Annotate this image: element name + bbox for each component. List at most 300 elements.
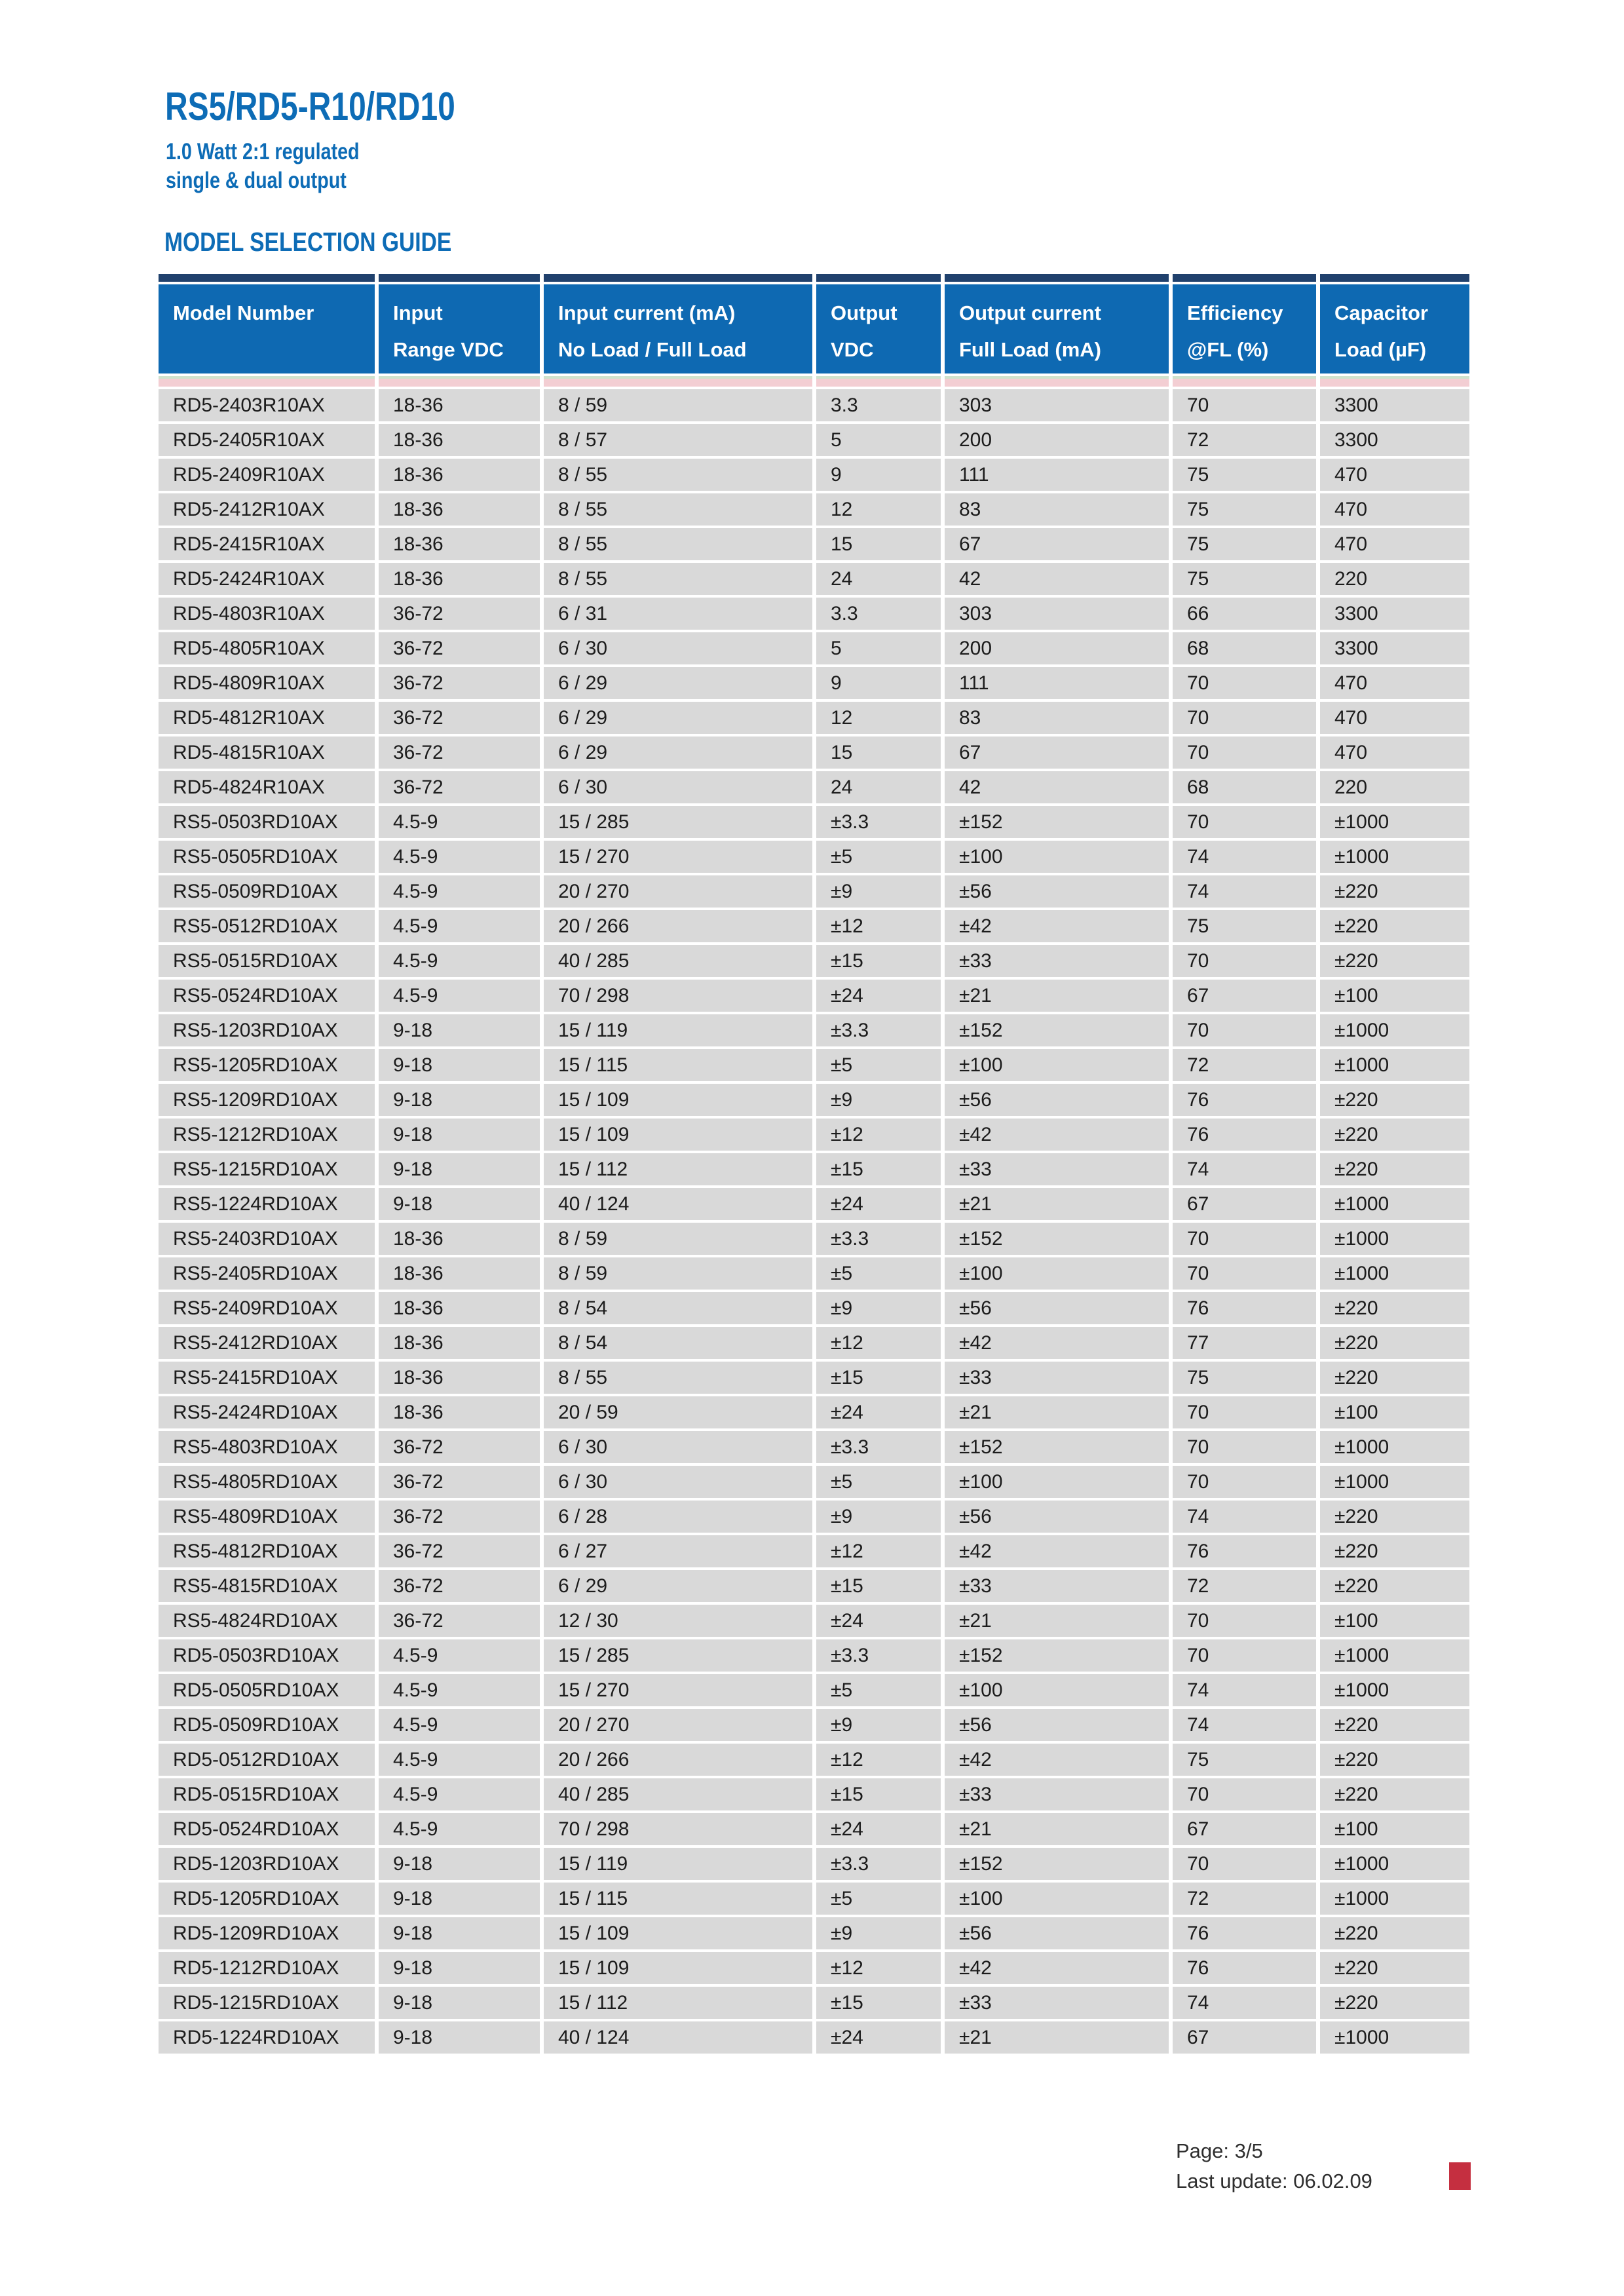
table-cell-r32-c2: 6 / 28 [544, 1501, 812, 1533]
table-cell-r25-c5: 70 [1173, 1257, 1316, 1290]
section-heading: MODEL SELECTION GUIDE [164, 227, 452, 257]
page-title: RS5/RD5-R10/RD10 [165, 85, 455, 128]
table-cell-r40-c0: RD5-0515RD10AX [159, 1778, 375, 1810]
table-cell-r14-c1: 4.5-9 [379, 875, 540, 908]
column-header-line1: Input [393, 301, 443, 324]
table-cell-r35-c4: ±21 [945, 1605, 1169, 1637]
table-cell-r40-c6: ±220 [1320, 1778, 1469, 1810]
header-underline-strip-1 [379, 376, 540, 387]
table-cell-r45-c0: RD5-1212RD10AX [159, 1952, 375, 1984]
table-cell-r45-c5: 76 [1173, 1952, 1316, 1984]
table-cell-r10-c6: 470 [1320, 737, 1469, 769]
table-cell-r21-c3: ±12 [816, 1119, 941, 1151]
table-cell-r15-c0: RS5-0512RD10AX [159, 910, 375, 942]
table-cell-r5-c5: 75 [1173, 563, 1316, 595]
table-cell-r29-c1: 18-36 [379, 1396, 540, 1428]
table-cell-r19-c5: 72 [1173, 1049, 1316, 1081]
table-cell-r20-c1: 9-18 [379, 1084, 540, 1116]
header-underline-strip-4 [945, 376, 1169, 387]
column-header-4 [945, 284, 1169, 373]
table-cell-r16-c2: 40 / 285 [544, 945, 812, 977]
header-underline-strip-5 [1173, 376, 1316, 387]
subtitle-line-1: 1.0 Watt 2:1 regulated [166, 139, 360, 164]
table-cell-r4-c5: 75 [1173, 528, 1316, 560]
table-cell-r25-c1: 18-36 [379, 1257, 540, 1290]
table-cell-r21-c0: RS5-1212RD10AX [159, 1119, 375, 1151]
table-cell-r39-c6: ±220 [1320, 1744, 1469, 1776]
table-cell-r24-c2: 8 / 59 [544, 1223, 812, 1255]
table-cell-r28-c2: 8 / 55 [544, 1362, 812, 1394]
table-top-bar-segment-6 [1320, 274, 1469, 282]
table-cell-r6-c6: 3300 [1320, 598, 1469, 630]
table-cell-r12-c4: ±152 [945, 806, 1169, 838]
table-cell-r36-c1: 4.5-9 [379, 1639, 540, 1672]
table-cell-r1-c3: 5 [816, 424, 941, 456]
column-header-2 [544, 284, 812, 373]
table-cell-r26-c4: ±56 [945, 1292, 1169, 1324]
table-cell-r26-c2: 8 / 54 [544, 1292, 812, 1324]
table-cell-r47-c1: 9-18 [379, 2021, 540, 2054]
table-cell-r2-c4: 111 [945, 459, 1169, 491]
table-cell-r23-c3: ±24 [816, 1188, 941, 1220]
table-cell-r38-c3: ±9 [816, 1709, 941, 1741]
table-cell-r7-c6: 3300 [1320, 632, 1469, 664]
column-header-line2: @FL (%) [1187, 338, 1269, 361]
table-cell-r8-c5: 70 [1173, 667, 1316, 699]
table-cell-r24-c6: ±1000 [1320, 1223, 1469, 1255]
table-cell-r36-c3: ±3.3 [816, 1639, 941, 1672]
table-cell-r7-c2: 6 / 30 [544, 632, 812, 664]
table-cell-r9-c4: 83 [945, 702, 1169, 734]
table-top-bar-segment-1 [379, 274, 540, 282]
table-cell-r43-c2: 15 / 115 [544, 1883, 812, 1915]
table-cell-r34-c4: ±33 [945, 1570, 1169, 1602]
table-cell-r6-c2: 6 / 31 [544, 598, 812, 630]
table-cell-r9-c2: 6 / 29 [544, 702, 812, 734]
table-cell-r6-c5: 66 [1173, 598, 1316, 630]
table-cell-r22-c5: 74 [1173, 1153, 1316, 1185]
table-cell-r45-c4: ±42 [945, 1952, 1169, 1984]
table-cell-r19-c6: ±1000 [1320, 1049, 1469, 1081]
table-cell-r11-c4: 42 [945, 771, 1169, 803]
table-cell-r27-c0: RS5-2412RD10AX [159, 1327, 375, 1359]
table-cell-r14-c4: ±56 [945, 875, 1169, 908]
table-cell-r46-c1: 9-18 [379, 1987, 540, 2019]
table-cell-r5-c2: 8 / 55 [544, 563, 812, 595]
table-cell-r24-c5: 70 [1173, 1223, 1316, 1255]
table-cell-r23-c6: ±1000 [1320, 1188, 1469, 1220]
table-cell-r32-c3: ±9 [816, 1501, 941, 1533]
table-cell-r18-c1: 9-18 [379, 1014, 540, 1046]
table-cell-r38-c1: 4.5-9 [379, 1709, 540, 1741]
table-cell-r11-c2: 6 / 30 [544, 771, 812, 803]
table-cell-r25-c4: ±100 [945, 1257, 1169, 1290]
table-cell-r17-c1: 4.5-9 [379, 980, 540, 1012]
table-cell-r3-c0: RD5-2412R10AX [159, 493, 375, 526]
table-cell-r26-c0: RS5-2409RD10AX [159, 1292, 375, 1324]
table-cell-r37-c4: ±100 [945, 1674, 1169, 1706]
table-cell-r16-c0: RS5-0515RD10AX [159, 945, 375, 977]
table-cell-r34-c3: ±15 [816, 1570, 941, 1602]
column-header-line1: Capacitor [1334, 301, 1428, 324]
table-cell-r31-c2: 6 / 30 [544, 1466, 812, 1498]
table-cell-r29-c2: 20 / 59 [544, 1396, 812, 1428]
table-cell-r45-c1: 9-18 [379, 1952, 540, 1984]
table-cell-r11-c6: 220 [1320, 771, 1469, 803]
table-cell-r41-c6: ±100 [1320, 1813, 1469, 1845]
table-cell-r38-c2: 20 / 270 [544, 1709, 812, 1741]
table-cell-r35-c1: 36-72 [379, 1605, 540, 1637]
table-cell-r22-c1: 9-18 [379, 1153, 540, 1185]
table-cell-r14-c6: ±220 [1320, 875, 1469, 908]
table-cell-r5-c1: 18-36 [379, 563, 540, 595]
table-cell-r0-c5: 70 [1173, 389, 1316, 421]
table-cell-r4-c2: 8 / 55 [544, 528, 812, 560]
table-cell-r16-c6: ±220 [1320, 945, 1469, 977]
table-cell-r27-c4: ±42 [945, 1327, 1169, 1359]
table-cell-r41-c2: 70 / 298 [544, 1813, 812, 1845]
table-cell-r27-c5: 77 [1173, 1327, 1316, 1359]
column-header-line2: Range VDC [393, 338, 504, 361]
table-cell-r42-c4: ±152 [945, 1848, 1169, 1880]
table-cell-r41-c3: ±24 [816, 1813, 941, 1845]
subtitle-line-2: single & dual output [166, 168, 347, 193]
table-cell-r36-c0: RD5-0503RD10AX [159, 1639, 375, 1672]
table-cell-r45-c3: ±12 [816, 1952, 941, 1984]
table-cell-r7-c4: 200 [945, 632, 1169, 664]
table-cell-r9-c1: 36-72 [379, 702, 540, 734]
table-cell-r37-c5: 74 [1173, 1674, 1316, 1706]
table-cell-r6-c4: 303 [945, 598, 1169, 630]
table-cell-r31-c3: ±5 [816, 1466, 941, 1498]
table-cell-r10-c2: 6 / 29 [544, 737, 812, 769]
table-cell-r46-c2: 15 / 112 [544, 1987, 812, 2019]
table-cell-r35-c6: ±100 [1320, 1605, 1469, 1637]
table-cell-r43-c1: 9-18 [379, 1883, 540, 1915]
table-cell-r10-c1: 36-72 [379, 737, 540, 769]
table-cell-r45-c2: 15 / 109 [544, 1952, 812, 1984]
table-cell-r14-c0: RS5-0509RD10AX [159, 875, 375, 908]
table-cell-r13-c6: ±1000 [1320, 841, 1469, 873]
column-header-line1: Model Number [173, 301, 314, 324]
table-cell-r5-c6: 220 [1320, 563, 1469, 595]
table-cell-r0-c1: 18-36 [379, 389, 540, 421]
table-cell-r34-c6: ±220 [1320, 1570, 1469, 1602]
table-cell-r37-c6: ±1000 [1320, 1674, 1469, 1706]
table-cell-r11-c5: 68 [1173, 771, 1316, 803]
table-cell-r15-c3: ±12 [816, 910, 941, 942]
table-cell-r15-c5: 75 [1173, 910, 1316, 942]
table-cell-r10-c3: 15 [816, 737, 941, 769]
column-header-line1: Output current [959, 301, 1101, 324]
table-cell-r41-c5: 67 [1173, 1813, 1316, 1845]
table-cell-r29-c3: ±24 [816, 1396, 941, 1428]
table-cell-r29-c0: RS5-2424RD10AX [159, 1396, 375, 1428]
table-cell-r41-c0: RD5-0524RD10AX [159, 1813, 375, 1845]
table-cell-r17-c5: 67 [1173, 980, 1316, 1012]
header-underline-strip-2 [544, 376, 812, 387]
table-cell-r2-c2: 8 / 55 [544, 459, 812, 491]
table-cell-r47-c6: ±1000 [1320, 2021, 1469, 2054]
column-header-line1: Input current (mA) [558, 301, 736, 324]
table-cell-r27-c2: 8 / 54 [544, 1327, 812, 1359]
table-cell-r26-c1: 18-36 [379, 1292, 540, 1324]
table-cell-r39-c1: 4.5-9 [379, 1744, 540, 1776]
table-cell-r15-c4: ±42 [945, 910, 1169, 942]
table-cell-r37-c3: ±5 [816, 1674, 941, 1706]
table-cell-r24-c3: ±3.3 [816, 1223, 941, 1255]
footer-last-update: Last update: 06.02.09 [1176, 2170, 1372, 2192]
table-cell-r22-c4: ±33 [945, 1153, 1169, 1185]
table-cell-r12-c5: 70 [1173, 806, 1316, 838]
table-cell-r19-c0: RS5-1205RD10AX [159, 1049, 375, 1081]
table-cell-r30-c4: ±152 [945, 1431, 1169, 1463]
table-cell-r21-c1: 9-18 [379, 1119, 540, 1151]
table-cell-r29-c4: ±21 [945, 1396, 1169, 1428]
table-top-bar-segment-5 [1173, 274, 1316, 282]
table-cell-r2-c0: RD5-2409R10AX [159, 459, 375, 491]
column-header-1 [379, 284, 540, 373]
table-cell-r11-c1: 36-72 [379, 771, 540, 803]
table-cell-r35-c3: ±24 [816, 1605, 941, 1637]
table-cell-r47-c0: RD5-1224RD10AX [159, 2021, 375, 2054]
table-cell-r38-c0: RD5-0509RD10AX [159, 1709, 375, 1741]
table-cell-r31-c5: 70 [1173, 1466, 1316, 1498]
table-cell-r44-c2: 15 / 109 [544, 1917, 812, 1949]
column-header-line2: Full Load (mA) [959, 338, 1101, 361]
table-cell-r30-c0: RS5-4803RD10AX [159, 1431, 375, 1463]
table-cell-r20-c3: ±9 [816, 1084, 941, 1116]
table-cell-r20-c6: ±220 [1320, 1084, 1469, 1116]
table-cell-r26-c6: ±220 [1320, 1292, 1469, 1324]
table-cell-r13-c2: 15 / 270 [544, 841, 812, 873]
table-cell-r43-c0: RD5-1205RD10AX [159, 1883, 375, 1915]
table-cell-r13-c4: ±100 [945, 841, 1169, 873]
table-cell-r17-c0: RS5-0524RD10AX [159, 980, 375, 1012]
table-cell-r35-c2: 12 / 30 [544, 1605, 812, 1637]
table-cell-r7-c1: 36-72 [379, 632, 540, 664]
table-cell-r32-c6: ±220 [1320, 1501, 1469, 1533]
header-underline-strip-0 [159, 376, 375, 387]
table-cell-r4-c6: 470 [1320, 528, 1469, 560]
table-cell-r18-c2: 15 / 119 [544, 1014, 812, 1046]
table-cell-r40-c1: 4.5-9 [379, 1778, 540, 1810]
table-cell-r39-c0: RD5-0512RD10AX [159, 1744, 375, 1776]
table-cell-r31-c1: 36-72 [379, 1466, 540, 1498]
table-cell-r8-c0: RD5-4809R10AX [159, 667, 375, 699]
table-cell-r1-c6: 3300 [1320, 424, 1469, 456]
table-cell-r28-c4: ±33 [945, 1362, 1169, 1394]
table-cell-r16-c5: 70 [1173, 945, 1316, 977]
table-cell-r1-c0: RD5-2405R10AX [159, 424, 375, 456]
table-cell-r19-c2: 15 / 115 [544, 1049, 812, 1081]
table-cell-r1-c2: 8 / 57 [544, 424, 812, 456]
table-cell-r34-c1: 36-72 [379, 1570, 540, 1602]
table-cell-r5-c0: RD5-2424R10AX [159, 563, 375, 595]
table-cell-r40-c4: ±33 [945, 1778, 1169, 1810]
table-cell-r31-c4: ±100 [945, 1466, 1169, 1498]
table-cell-r28-c6: ±220 [1320, 1362, 1469, 1394]
column-header-line1: Efficiency [1187, 301, 1283, 324]
table-cell-r31-c0: RS5-4805RD10AX [159, 1466, 375, 1498]
table-cell-r29-c6: ±100 [1320, 1396, 1469, 1428]
table-cell-r5-c4: 42 [945, 563, 1169, 595]
table-cell-r1-c5: 72 [1173, 424, 1316, 456]
table-cell-r30-c1: 36-72 [379, 1431, 540, 1463]
page-subtitle [166, 138, 360, 195]
table-cell-r40-c3: ±15 [816, 1778, 941, 1810]
table-cell-r19-c1: 9-18 [379, 1049, 540, 1081]
table-cell-r29-c5: 70 [1173, 1396, 1316, 1428]
table-cell-r21-c2: 15 / 109 [544, 1119, 812, 1151]
table-cell-r20-c4: ±56 [945, 1084, 1169, 1116]
table-cell-r18-c6: ±1000 [1320, 1014, 1469, 1046]
table-cell-r41-c4: ±21 [945, 1813, 1169, 1845]
model-selection-table [159, 274, 1469, 2054]
table-cell-r6-c3: 3.3 [816, 598, 941, 630]
table-cell-r46-c0: RD5-1215RD10AX [159, 1987, 375, 2019]
table-cell-r39-c3: ±12 [816, 1744, 941, 1776]
table-cell-r2-c3: 9 [816, 459, 941, 491]
table-cell-r46-c6: ±220 [1320, 1987, 1469, 2019]
table-cell-r16-c4: ±33 [945, 945, 1169, 977]
table-cell-r32-c5: 74 [1173, 1501, 1316, 1533]
table-cell-r33-c6: ±220 [1320, 1535, 1469, 1567]
table-cell-r12-c6: ±1000 [1320, 806, 1469, 838]
table-cell-r42-c2: 15 / 119 [544, 1848, 812, 1880]
table-cell-r19-c4: ±100 [945, 1049, 1169, 1081]
table-cell-r16-c3: ±15 [816, 945, 941, 977]
table-cell-r11-c3: 24 [816, 771, 941, 803]
table-cell-r17-c6: ±100 [1320, 980, 1469, 1012]
table-cell-r27-c1: 18-36 [379, 1327, 540, 1359]
table-cell-r32-c0: RS5-4809RD10AX [159, 1501, 375, 1533]
table-cell-r3-c1: 18-36 [379, 493, 540, 526]
table-cell-r40-c5: 70 [1173, 1778, 1316, 1810]
table-cell-r25-c6: ±1000 [1320, 1257, 1469, 1290]
table-cell-r30-c6: ±1000 [1320, 1431, 1469, 1463]
table-cell-r15-c1: 4.5-9 [379, 910, 540, 942]
table-cell-r8-c6: 470 [1320, 667, 1469, 699]
table-cell-r37-c0: RD5-0505RD10AX [159, 1674, 375, 1706]
table-top-bar-segment-3 [816, 274, 941, 282]
table-cell-r18-c5: 70 [1173, 1014, 1316, 1046]
table-cell-r9-c5: 70 [1173, 702, 1316, 734]
table-cell-r44-c0: RD5-1209RD10AX [159, 1917, 375, 1949]
table-cell-r27-c3: ±12 [816, 1327, 941, 1359]
table-cell-r44-c1: 9-18 [379, 1917, 540, 1949]
table-cell-r24-c0: RS5-2403RD10AX [159, 1223, 375, 1255]
column-header-0 [159, 284, 375, 373]
table-cell-r46-c4: ±33 [945, 1987, 1169, 2019]
table-cell-r37-c1: 4.5-9 [379, 1674, 540, 1706]
table-cell-r23-c5: 67 [1173, 1188, 1316, 1220]
table-cell-r35-c0: RS5-4824RD10AX [159, 1605, 375, 1637]
table-cell-r4-c3: 15 [816, 528, 941, 560]
table-cell-r47-c4: ±21 [945, 2021, 1169, 2054]
table-cell-r26-c3: ±9 [816, 1292, 941, 1324]
table-cell-r46-c5: 74 [1173, 1987, 1316, 2019]
column-header-6 [1320, 284, 1469, 373]
table-cell-r0-c3: 3.3 [816, 389, 941, 421]
table-cell-r1-c4: 200 [945, 424, 1169, 456]
table-cell-r31-c6: ±1000 [1320, 1466, 1469, 1498]
table-cell-r16-c1: 4.5-9 [379, 945, 540, 977]
table-cell-r23-c1: 9-18 [379, 1188, 540, 1220]
table-cell-r33-c2: 6 / 27 [544, 1535, 812, 1567]
table-cell-r0-c6: 3300 [1320, 389, 1469, 421]
table-cell-r19-c3: ±5 [816, 1049, 941, 1081]
table-top-bar-segment-0 [159, 274, 375, 282]
column-header-5 [1173, 284, 1316, 373]
table-cell-r43-c5: 72 [1173, 1883, 1316, 1915]
header-underline-strip-6 [1320, 376, 1469, 387]
table-cell-r18-c4: ±152 [945, 1014, 1169, 1046]
table-cell-r21-c6: ±220 [1320, 1119, 1469, 1151]
table-cell-r44-c6: ±220 [1320, 1917, 1469, 1949]
table-cell-r12-c3: ±3.3 [816, 806, 941, 838]
table-cell-r8-c1: 36-72 [379, 667, 540, 699]
table-cell-r13-c5: 74 [1173, 841, 1316, 873]
table-cell-r10-c5: 70 [1173, 737, 1316, 769]
table-cell-r3-c6: 470 [1320, 493, 1469, 526]
table-cell-r44-c5: 76 [1173, 1917, 1316, 1949]
footer-red-square-mark [1449, 2162, 1471, 2190]
table-cell-r36-c2: 15 / 285 [544, 1639, 812, 1672]
table-cell-r25-c0: RS5-2405RD10AX [159, 1257, 375, 1290]
table-cell-r43-c6: ±1000 [1320, 1883, 1469, 1915]
table-cell-r33-c4: ±42 [945, 1535, 1169, 1567]
table-cell-r24-c4: ±152 [945, 1223, 1169, 1255]
table-cell-r20-c2: 15 / 109 [544, 1084, 812, 1116]
table-cell-r47-c5: 67 [1173, 2021, 1316, 2054]
column-header-line2: No Load / Full Load [558, 338, 747, 361]
table-cell-r47-c3: ±24 [816, 2021, 941, 2054]
table-cell-r37-c2: 15 / 270 [544, 1674, 812, 1706]
table-cell-r0-c2: 8 / 59 [544, 389, 812, 421]
table-cell-r43-c3: ±5 [816, 1883, 941, 1915]
table-cell-r11-c0: RD5-4824R10AX [159, 771, 375, 803]
table-cell-r35-c5: 70 [1173, 1605, 1316, 1637]
table-cell-r34-c0: RS5-4815RD10AX [159, 1570, 375, 1602]
table-cell-r38-c6: ±220 [1320, 1709, 1469, 1741]
table-cell-r39-c4: ±42 [945, 1744, 1169, 1776]
table-cell-r45-c6: ±220 [1320, 1952, 1469, 1984]
table-cell-r12-c1: 4.5-9 [379, 806, 540, 838]
table-cell-r3-c3: 12 [816, 493, 941, 526]
table-cell-r39-c5: 75 [1173, 1744, 1316, 1776]
table-cell-r17-c4: ±21 [945, 980, 1169, 1012]
table-cell-r15-c2: 20 / 266 [544, 910, 812, 942]
table-cell-r34-c5: 72 [1173, 1570, 1316, 1602]
table-cell-r3-c5: 75 [1173, 493, 1316, 526]
column-header-line1: Output [831, 301, 897, 324]
table-cell-r38-c5: 74 [1173, 1709, 1316, 1741]
table-cell-r33-c3: ±12 [816, 1535, 941, 1567]
table-cell-r28-c0: RS5-2415RD10AX [159, 1362, 375, 1394]
table-cell-r30-c3: ±3.3 [816, 1431, 941, 1463]
table-cell-r20-c0: RS5-1209RD10AX [159, 1084, 375, 1116]
table-cell-r17-c3: ±24 [816, 980, 941, 1012]
table-cell-r4-c4: 67 [945, 528, 1169, 560]
table-cell-r23-c2: 40 / 124 [544, 1188, 812, 1220]
header-underline-strip-3 [816, 376, 941, 387]
table-cell-r46-c3: ±15 [816, 1987, 941, 2019]
table-top-bar-segment-2 [544, 274, 812, 282]
table-cell-r25-c2: 8 / 59 [544, 1257, 812, 1290]
table-cell-r18-c0: RS5-1203RD10AX [159, 1014, 375, 1046]
table-cell-r12-c2: 15 / 285 [544, 806, 812, 838]
